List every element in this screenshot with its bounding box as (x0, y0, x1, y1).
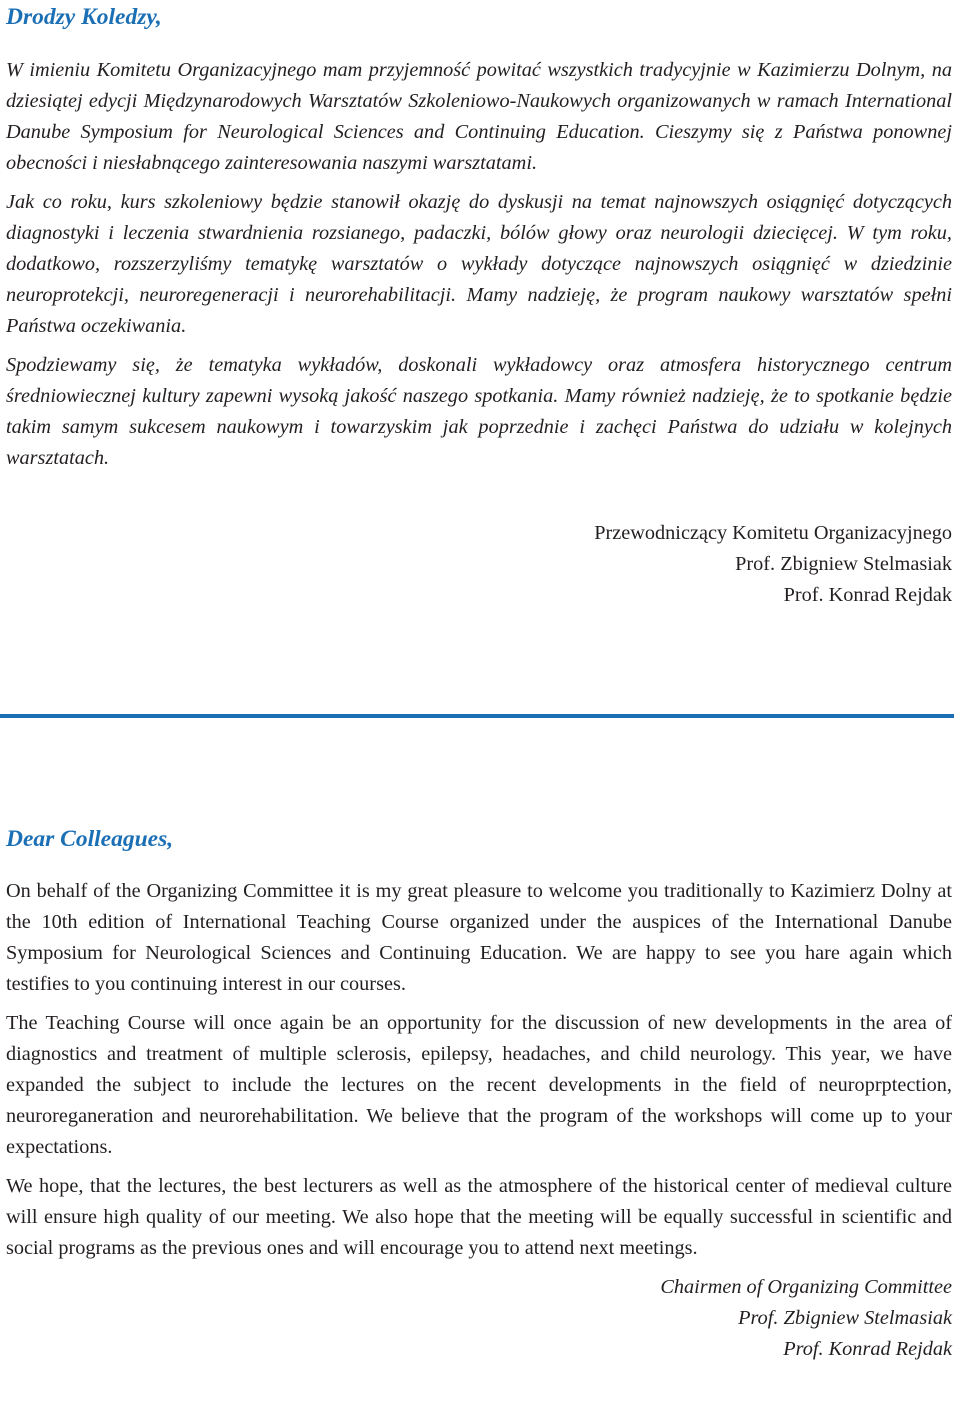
english-section (6, 824, 952, 1365)
english-signature-name-1: Prof. Zbigniew Stelmasiak (738, 1307, 952, 1329)
polish-paragraph-3: Spodziewamy się, że tematyka wykładów, doskonali wykładowcy oraz atmosfera historycznego centrum średniowiecznej kultury zapewni wysoką jakość naszego spotkania. Mamy również nadzieję, że to spotkanie będzie takim samym sukcesem naukowym i towarzyskim jak poprzednie i zachęci Państwa do udziału w kolejnych warsztatach. (6, 354, 952, 469)
polish-paragraph-1: W imieniu Komitetu Organizacyjnego mam przyjemność powitać wszystkich tradycyjnie w Kazimierzu Dolnym, na dziesiątej edycji Międzynarodowych Warsztatów Szkoleniowo-Naukowych organizowanych w ramach International Danube Symposium for Neurological Sciences and Continuing Education. Cieszymy się z Państwa ponownej obecności i niesłabnącego zainteresowania naszymi warsztatami. (6, 59, 952, 174)
section-divider (0, 714, 954, 718)
polish-paragraph-2: Jak co roku, kurs szkoleniowy będzie stanowił okazję do dyskusji na temat najnowszych osiągnięć dotyczących diagnostyki i leczenia stwardnienia rozsianego, padaczki, bólów głowy oraz neurologii dziecięcej. W tym roku, dodatkowo, rozszerzyliśmy tematykę warsztatów o wykłady dotyczące najnowszych osiągnięć w dziedzinie neuroprotekcji, neuroregeneracji i neurorehabilitacji. Mamy nadzieję, że program naukowy warsztatów spełni Państwa oczekiwania. (6, 191, 952, 337)
polish-signature-name-1: Prof. Zbigniew Stelmasiak (735, 553, 952, 575)
english-paragraph-3: We hope, that the lectures, the best lecturers as well as the atmosphere of the historical center of medieval culture will ensure high quality of our meeting. We also hope that the meeting will be equally successful in scientific and social programs as the previous ones and will encourage you to attend next meetings. (6, 1175, 952, 1259)
polish-section (6, 2, 952, 611)
polish-signature-role: Przewodniczący Komitetu Organizacyjnego (594, 522, 952, 544)
polish-greeting: Drodzy Koledzy, (6, 4, 162, 30)
english-paragraph-2: The Teaching Course will once again be an opportunity for the discussion of new developments in the area of diagnostics and treatment of multiple sclerosis, epilepsy, headaches, and child neurology. This year, we have expanded the subject to include the lectures on the recent developments in the field of neuroprptection, neuroreganeration and neurorehabilitation. We believe that the program of the workshops will come up to your expectations. (6, 1012, 952, 1158)
english-greeting: Dear Colleagues, (6, 826, 174, 852)
english-signature-name-2: Prof. Konrad Rejdak (783, 1338, 952, 1360)
english-paragraph-1: On behalf of the Organizing Committee it is my great pleasure to welcome you traditionally to Kazimierz Dolny at the 10th edition of International Teaching Course organized under the auspices of the International Danube Symposium for Neurological Sciences and Continuing Education. We are happy to see you hare again which testifies to you continuing interest in our courses. (6, 880, 952, 995)
english-signature (6, 1272, 952, 1365)
polish-signature (6, 518, 952, 611)
polish-signature-name-2: Prof. Konrad Rejdak (783, 584, 952, 606)
english-signature-role: Chairmen of Organizing Committee (660, 1276, 952, 1298)
